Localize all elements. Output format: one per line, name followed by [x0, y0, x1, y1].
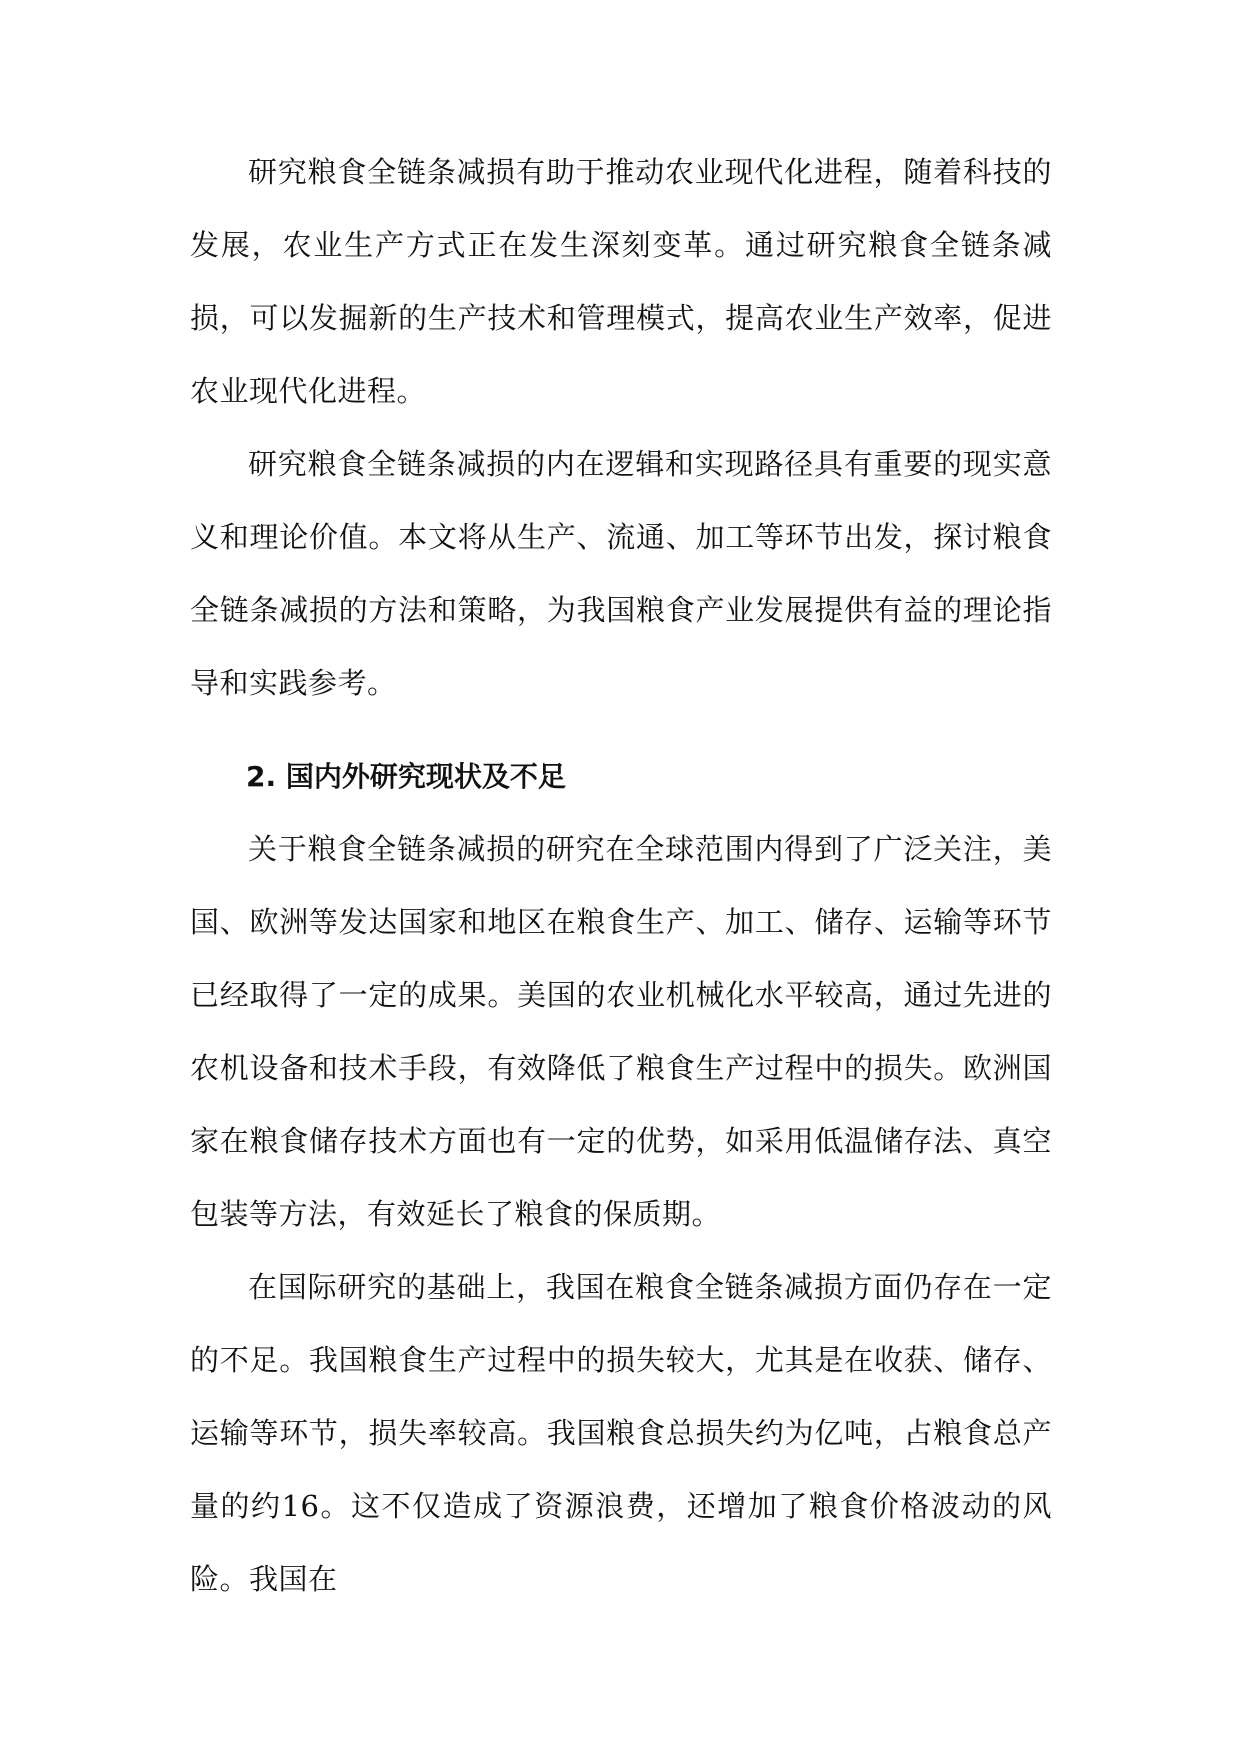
- paragraph-domestic-shortcomings: 在国际研究的基础上，我国在粮食全链条减损方面仍存在一定的不足。我国粮食生产过程中的损失较大，尤其是在收获、储存、运输等环节，损失率较高。我国粮食总损失约为亿吨，占粮食总产量的约16。这不仅造成了资源浪费，还增加了粮食价格波动的风险。我国在: [190, 1270, 1052, 1596]
- page-content: [190, 136, 1052, 1616]
- paragraph-research-significance: 研究粮食全链条减损的内在逻辑和实现路径具有重要的现实意义和理论价值。本文将从生产、流通、加工等环节出发，探讨粮食全链条减损的方法和策略，为我国粮食产业发展提供有益的理论指导和实践参考。: [190, 447, 1052, 700]
- paragraph-international-research: 关于粮食全链条减损的研究在全球范围内得到了广泛关注，美国、欧洲等发达国家和地区在粮食生产、加工、储存、运输等环节已经取得了一定的成果。美国的农业机械化水平较高，通过先进的农机设备和技术手段，有效降低了粮食生产过程中的损失。欧洲国家在粮食储存技术方面也有一定的优势，如采用低温储存法、真空包装等方法，有效延长了粮食的保质期。: [190, 832, 1052, 1231]
- section-heading: 2. 国内外研究现状及不足: [246, 760, 566, 793]
- paragraph-agri-modernization: 研究粮食全链条减损有助于推动农业现代化进程，随着科技的发展，农业生产方式正在发生深刻变革。通过研究粮食全链条减损，可以发掘新的生产技术和管理模式，提高农业生产效率，促进农业现代化进程。: [190, 155, 1052, 408]
